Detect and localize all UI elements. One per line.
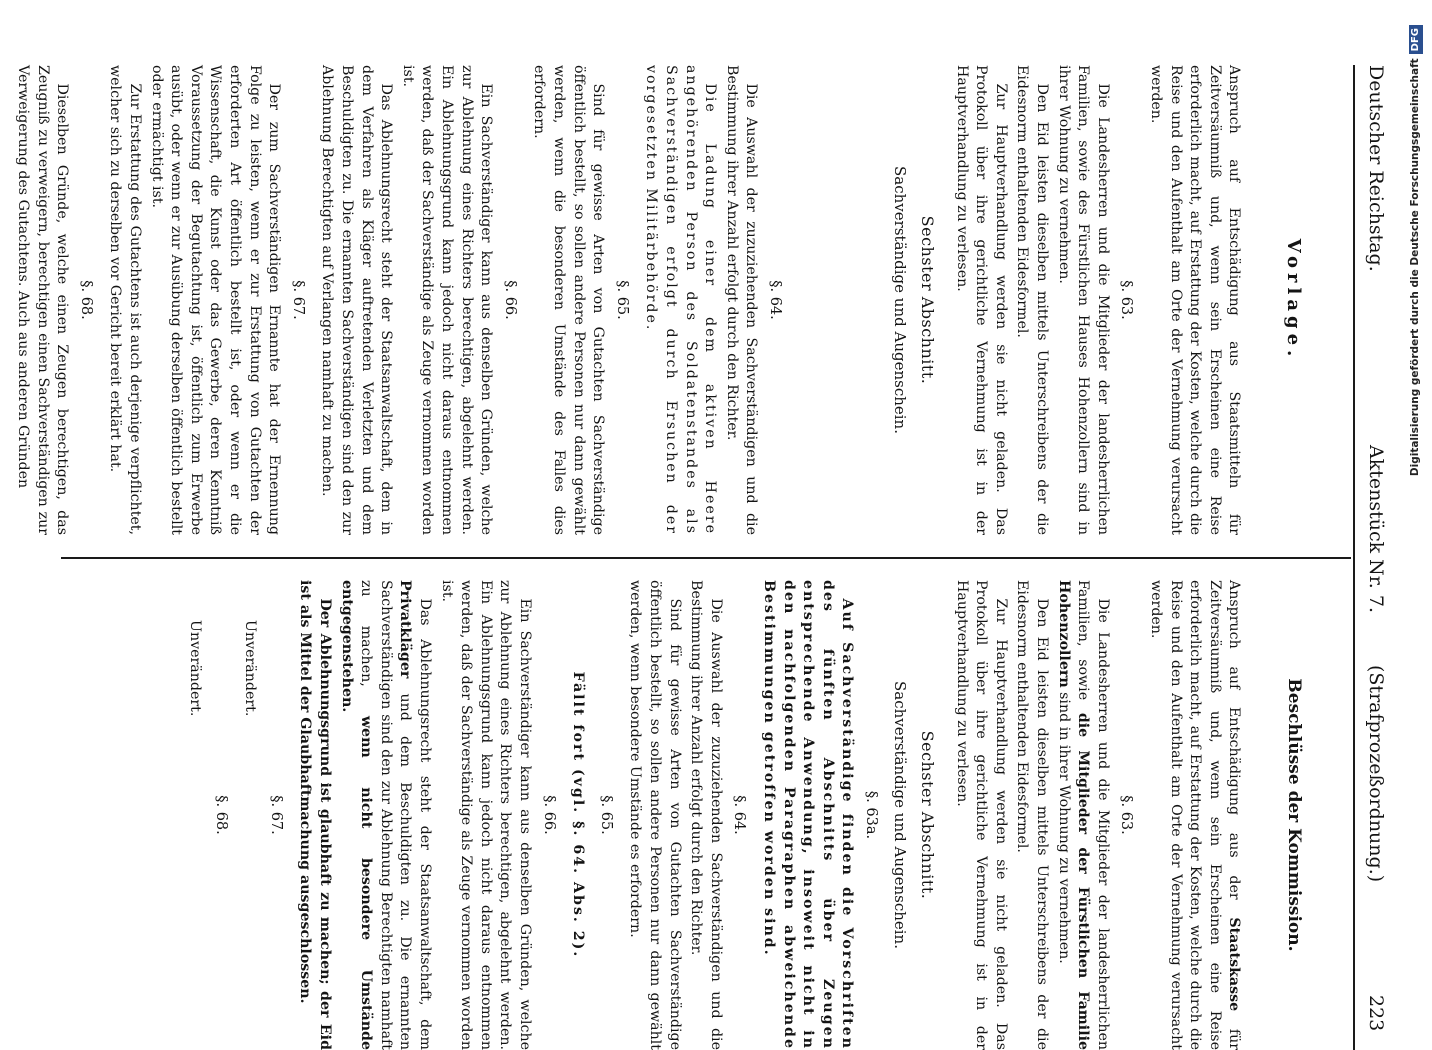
left-paragraph-68-number: §. 68. — [77, 280, 94, 320]
header-rule — [1353, 65, 1355, 1050]
credit-rotated-line — [1404, 25, 1426, 595]
right-paragraph-63-text-1 — [1053, 580, 1112, 1050]
right-paragraph-64-text-2: Sind für gewisse Arten von Gutachten Sachverständige öffentlich bestellt, so sollen andere Personen nur dann gewählt werden, wenn besondere Umstände es erfordern. — [627, 580, 683, 1050]
left-column-title: Vorlage. — [1283, 238, 1304, 362]
left-paragraph-67-text-2: Zur Erstattung des Gutachtens ist auch derjenige verpflichtet, welcher sich zu derselben vor Gericht bereit erklärt hat. — [107, 65, 144, 535]
left-paragraph-67-number: §. 67. — [289, 280, 306, 320]
right-paragraph-67-text: Unverändert. — [242, 620, 259, 717]
right-p63-part-c: sind in ihrer Wohnung zu vernehmen. — [1055, 687, 1072, 964]
right-p66-part-a: Das Ablehnungsrecht steht der Staatsanwaltschaft, dem — [417, 598, 434, 1050]
right-p63-emphasis: die Mitglieder der Fürstlichen Familie Hohenzollern — [1055, 580, 1092, 1050]
right-p63-part-a: Die Landesherren und die Mitglieder der landesherrlichen Familien, sowie — [1075, 580, 1111, 1050]
left-column — [11, 65, 1315, 535]
right-paragraph-68-number: §. 68. — [212, 795, 229, 835]
right-intro-emphasis: Staatskasse — [1226, 917, 1243, 1012]
right-section-title: Sechster Abschnitt. — [918, 730, 938, 900]
right-intro-part-c: für Zeitversäumniß und, wenn sein Erscheinen eine Reise erforderlich macht, auf Erstattung der Kosten, welche durch die Reise und den Aufenthalt am Orte der Vernehmung verursacht werden. — [1148, 580, 1243, 1050]
right-column-title: Beschlüsse der Kommission. — [1284, 678, 1304, 952]
right-paragraph-65-number: §. 65. — [597, 795, 614, 835]
left-paragraph-63-number: §. 63. — [1118, 280, 1135, 320]
right-paragraph-67-number: §. 67. — [267, 795, 284, 835]
left-paragraph-63-text-1: Die Landesherren und die Mitglieder der landesherrlichen Familien, sowie des Fürstlichen Hauses Hohenzollern sind in ihrer Wohnung zu vernehmen. — [1055, 65, 1111, 535]
left-section-subtitle: Sachverständige und Augenschein. — [891, 166, 910, 434]
right-p66-emphasis-2: wenn nicht besondere Umstände entgegenstehen. — [338, 580, 375, 1050]
left-paragraph-63-text-3: Zur Hauptverhandlung werden sie nicht geladen. Das Protokoll über ihre gerichtliche Vernehmung ist in der Hauptverhandlung zu verlesen. — [953, 65, 1009, 535]
right-paragraph-68-text: Unverändert. — [187, 620, 204, 717]
digitisation-credit — [1404, 25, 1426, 595]
left-paragraph-67-text-1: Der zum Sachverständigen Ernannte hat der Ernennung Folge zu leisten, wenn er zur Erstattung von Gutachten der erforderten Art öffentlich bestellt ist, oder wenn er die Wissenschaft, die Kunst oder das Gewerbe, deren Kenntniß Voraussetzung der Begutachtung ist, öffentlich zum Erwerbe ausübt, oder wenn er zur Ausübung derselben öffentlich bestellt oder ermächtigt ist. — [148, 65, 283, 535]
right-p66-emphasis-1: Privatkläger — [397, 580, 414, 679]
left-paragraph-65-number: §. 65. — [613, 280, 630, 320]
right-paragraph-63-text-2: Den Eid leisten dieselben mittels Unterschreibens der die Eidesnorm enthaltenden Eidesformel. — [1014, 580, 1051, 1050]
left-section-title: Sechster Abschnitt. — [918, 215, 938, 385]
left-paragraph-64-number: §. 64. — [766, 280, 783, 320]
dfg-logo-icon: DFG — [1409, 25, 1423, 54]
left-spacer — [794, 65, 880, 535]
credit-text: Digitalisierung gefördert durch die Deutsche Forschungsgemeinschaft — [1409, 58, 1421, 477]
rotated-document-page — [15, 65, 1395, 1050]
header-middle: Aktenstück Nr. 7. — [1365, 445, 1387, 613]
left-paragraph-66-text-1: Ein Sachverständiger kann aus denselben Gründen, welche zur Ablehnung eines Richters berechtigen, abgelehnt werden. Ein Ablehnungsgrund kann jedoch nicht daraus entnommen werden, daß der Sachverständige als Zeuge vernommen worden ist. — [399, 65, 495, 535]
right-paragraph-66-text-3: Der Ablehnungsgrund ist glaubhaft zu machen; der Eid ist als Mittel der Glaubhaftmachung ausgeschlossen. — [297, 580, 334, 1050]
right-intro — [1145, 580, 1243, 1050]
right-paragraph-64-number: §. 64. — [731, 795, 748, 835]
right-paragraph-64-text-1: Die Auswahl der zuzuziehenden Sachverständigen und die Bestimmung ihrer Anzahl erfolgt durch den Richter. — [688, 580, 724, 1050]
left-paragraph-66-text-2: Das Ablehnungsrecht steht der Staatsanwaltschaft, dem in dem Verfahren als Kläger auftretenden Verletzten und dem Beschuldigten zu. Die ernannten Sachverständigen sind den zur Ablehnung Berechtigten auf Verlangen namhaft zu machen. — [319, 65, 395, 535]
right-paragraph-65-text: Fällt fort (vgl. §. 64. Abs. 2). — [570, 671, 587, 959]
left-paragraph-64-text-2: Die Ladung einer dem aktiven Heere angehörenden Person des Soldatenstandes als Sachverständigen erfolgt durch Ersuchen der vorgesetzten Militärbehörde. — [643, 65, 719, 535]
right-column — [177, 580, 1316, 1050]
page-number: 223 — [1365, 995, 1387, 1032]
left-paragraph-64-text-1: Die Auswahl der zuzuziehenden Sachverständigen und die Bestimmung ihrer Anzahl erfolgt durch den Richter. — [723, 65, 760, 535]
right-paragraph-66-text-1: Ein Sachverständiger kann aus denselben Gründen, welche zur Ablehnung eines Richters berechtigen, abgelehnt werden. Ein Ablehnungsgrund kann jedoch nicht daraus entnommen werden, daß der Sachverständige als Zeuge vernommen worden ist. — [438, 580, 533, 1050]
left-paragraph-68-text: Dieselben Gründe, welche einen Zeugen berechtigen, das Zeugniß zu verweigern, berechtigen einen Sachverständigen zur Verweigerung des Gutachtens. Auch aus anderen Gründen — [15, 65, 71, 535]
left-paragraph-66-number: §. 66. — [501, 280, 518, 320]
left-intro: Anspruch auf Entschädigung aus Staatsmitteln für Zeitversäumniß und, wenn sein Erscheinen eine Reise erforderlich macht, auf Erstattung der Kosten, welche durch die Reise und den Aufenthalt am Orte der Vernehmung verursacht werden. — [1148, 65, 1243, 535]
right-section-subtitle: Sachverständige und Augenschein. — [891, 681, 910, 949]
column-divider — [61, 557, 1351, 559]
header-left: Deutscher Reichstag. — [1365, 65, 1387, 272]
right-p66-part-c: und dem Beschuldigten zu. Die ernannten Sachverständigen sind den zur Ablehnung Berechtigten namhaft zu machen, — [358, 580, 414, 1050]
right-paragraph-63-text-3: Zur Hauptverhandlung werden sie nicht geladen. Das Protokoll über ihre gerichtliche Vernehmung ist in der Hauptverhandlung zu verlesen. — [953, 580, 1009, 1050]
right-paragraph-63a-number: §. 63a. — [862, 790, 879, 840]
right-intro-part-a: Anspruch auf Entschädigung aus der — [1226, 580, 1243, 918]
right-paragraph-63a-text: Auf Sachverständige finden die Vorschriften des fünften Abschnitts über Zeugen entsprechende Anwendung, insoweit nicht in den nachfolgenden Paragraphen abweichende Bestimmungen getroffen worden sind. — [760, 580, 856, 1050]
right-paragraph-66-text-2 — [336, 580, 434, 1050]
left-paragraph-63-text-2: Den Eid leisten dieselben mittels Unterschreibens der die Eidesnorm enthaltenden Eidesformel. — [1014, 65, 1051, 535]
left-paragraph-65-text: Sind für gewisse Arten von Gutachten Sachverständige öffentlich bestellt, so sollen andere Personen nur dann gewählt werden, wenn die besonderen Umstände des Falles dies erfordern. — [531, 65, 607, 535]
right-paragraph-66-number: §. 66. — [540, 795, 557, 835]
header-right: (Strafprozeßordnung.) — [1365, 665, 1387, 883]
right-paragraph-63-number: §. 63. — [1118, 795, 1135, 835]
